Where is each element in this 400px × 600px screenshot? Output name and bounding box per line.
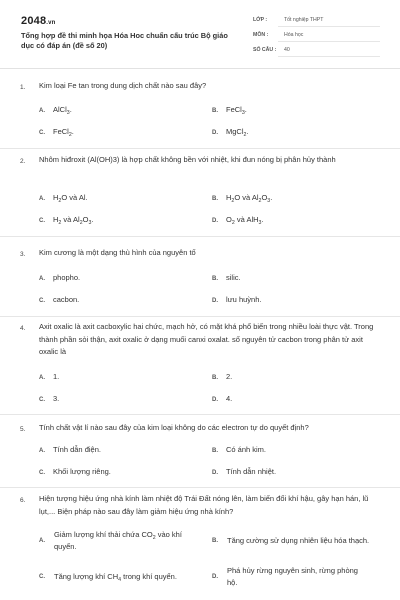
- meta-value-count: 40: [284, 47, 290, 53]
- option-a[interactable]: [39, 371, 59, 385]
- option-subscript: 2: [58, 220, 62, 226]
- option-b[interactable]: [212, 444, 266, 458]
- option-text-tail: O: [82, 215, 89, 224]
- meta-value-subject: Hóa học: [284, 32, 304, 38]
- option-text: 1.: [53, 372, 60, 381]
- option-subscript: 2: [152, 534, 156, 541]
- option-d[interactable]: [212, 214, 264, 228]
- option-subscript: 2: [243, 132, 247, 138]
- question-number: 5.: [20, 426, 26, 433]
- option-d[interactable]: [212, 563, 372, 591]
- option-text: [54, 571, 214, 584]
- meta-label-class: LỚP :: [253, 17, 268, 23]
- option-a[interactable]: [39, 192, 88, 206]
- question-number: 1.: [20, 84, 26, 91]
- option-subscript: 2: [258, 198, 262, 204]
- meta-divider: [278, 26, 380, 27]
- option-subscript: 3: [66, 110, 70, 116]
- option-c[interactable]: [39, 466, 111, 480]
- option-subscript: 2: [68, 132, 72, 138]
- question-number: 6.: [20, 497, 26, 504]
- option-label: D.: [212, 470, 218, 476]
- option-label: C.: [39, 470, 45, 476]
- option-text-tail: O và Al.: [61, 193, 88, 202]
- option-text: 3.: [53, 394, 60, 403]
- question-divider: [0, 316, 400, 317]
- option-text: FeCl: [53, 127, 69, 136]
- option-b[interactable]: [212, 272, 241, 286]
- option-text: MgCl: [226, 127, 244, 136]
- option-a[interactable]: [39, 272, 80, 286]
- meta-divider: [278, 56, 380, 57]
- option-c[interactable]: [39, 126, 74, 140]
- option-text: silic.: [226, 273, 241, 282]
- option-subscript: 2: [79, 220, 83, 226]
- question-text: Axit oxalic là axit cacboxylic hai chức, mạch hở, có mặt khá phổ biến trong nhiều loài thực vật. Trong thành phần sỏi thận, axit oxalic ở dạng muối canxi oxalat. số nguyên tử cacbon trong phân tử axit oxalic là: [39, 322, 374, 356]
- option-a[interactable]: [39, 527, 204, 555]
- option-subscript: 4: [118, 576, 122, 583]
- question-divider: [0, 487, 400, 488]
- question-divider: [0, 148, 400, 149]
- option-text: 2.: [226, 372, 233, 381]
- question-divider: [0, 414, 400, 415]
- option-subscript: 2: [231, 220, 235, 226]
- option-text: H: [53, 193, 59, 202]
- option-subscript: 3: [88, 220, 92, 226]
- question-text: Hiện tượng hiệu ứng nhà kính làm nhiệt độ Trái Đất nóng lên, làm biến đổi khí hậu, gây hạn hán, lũ lụt,... Biện pháp nào sau đây làm giảm hiệu ứng nhà kính?: [39, 494, 369, 516]
- option-label: A.: [39, 538, 45, 544]
- option-text: lưu huỳnh.: [226, 295, 262, 304]
- option-label: C.: [39, 130, 45, 136]
- option-label: C.: [39, 298, 45, 304]
- question-number: 2.: [20, 158, 26, 165]
- question-text: Nhôm hiđroxit (Al(OH)3) là hợp chất không bền với nhiệt, khi đun nóng bị phân hủy thành: [39, 155, 336, 164]
- option-text: FeCl: [226, 105, 242, 114]
- option-text-tail: và Al: [61, 215, 80, 224]
- option-d[interactable]: [212, 466, 276, 480]
- option-text-part: Tăng lượng khí CH: [54, 571, 119, 581]
- option-text-tail: và AlH: [234, 215, 259, 224]
- meta-label-count: SỐ CÂU :: [253, 47, 277, 53]
- option-label: D.: [212, 218, 218, 224]
- exam-header: [0, 0, 400, 69]
- question-text: Kim loại Fe tan trong dung dịch chất nào sau đây?: [39, 81, 207, 90]
- option-text-tail: .: [69, 105, 72, 114]
- option-a[interactable]: [39, 444, 101, 458]
- option-label: B.: [212, 276, 218, 282]
- option-text-tail: .: [71, 127, 74, 136]
- option-label: D.: [212, 397, 218, 403]
- option-text-tail: .: [244, 105, 247, 114]
- question-number: 3.: [20, 251, 26, 258]
- option-text: 4.: [226, 394, 233, 403]
- option-subscript: 2: [58, 198, 62, 204]
- option-text: [54, 529, 199, 554]
- option-text-tail: .: [246, 127, 249, 136]
- option-c[interactable]: [39, 563, 214, 591]
- option-text-tail: vào khí quyển.: [54, 529, 182, 551]
- option-label: B.: [212, 196, 218, 202]
- option-label: C.: [39, 574, 45, 580]
- option-text: AlCl: [53, 105, 67, 114]
- meta-divider: [278, 41, 380, 42]
- option-text: phopho.: [53, 273, 81, 282]
- brand-name: 2048: [21, 15, 47, 27]
- option-label: B.: [212, 108, 218, 114]
- option-text: O: [226, 215, 232, 224]
- option-text-tail: .: [261, 215, 264, 224]
- option-label: B.: [212, 538, 218, 544]
- option-d[interactable]: [212, 126, 249, 140]
- meta-label-subject: MÔN :: [253, 32, 269, 38]
- option-text: H: [226, 193, 232, 202]
- question-divider: [0, 236, 400, 237]
- option-text-tail: O: [261, 193, 268, 202]
- option-label: A.: [39, 276, 45, 282]
- option-text: Khối lượng riêng.: [53, 467, 111, 476]
- option-label: C.: [39, 218, 45, 224]
- option-label: B.: [212, 448, 218, 454]
- option-text: Tính dẫn điện.: [53, 445, 101, 454]
- option-label: B.: [212, 375, 218, 381]
- option-c[interactable]: [39, 214, 93, 228]
- question-text: Tính chất vật lí nào sau đây của kim loại không do các electron tự do quyết định?: [39, 423, 309, 432]
- option-text-tail: O và Al: [234, 193, 259, 202]
- option-subscript: 3: [241, 110, 245, 116]
- option-label: A.: [39, 108, 45, 114]
- option-label: A.: [39, 196, 45, 202]
- option-text: cacbon.: [53, 295, 80, 304]
- brand-suffix: .vn: [46, 20, 56, 26]
- option-a[interactable]: [39, 104, 72, 118]
- option-text-tail: .: [270, 193, 273, 202]
- option-subscript: 3: [258, 220, 262, 226]
- option-text: H: [53, 215, 59, 224]
- option-label: D.: [212, 574, 218, 580]
- option-subscript: 3: [267, 198, 271, 204]
- option-label: C.: [39, 397, 45, 403]
- question-text: Kim cương là một dạng thù hình của nguyên tố: [39, 248, 196, 257]
- option-d[interactable]: [212, 294, 261, 308]
- option-d[interactable]: [212, 393, 232, 407]
- meta-value-class: Tốt nghiệp THPT: [284, 17, 324, 23]
- option-c[interactable]: [39, 393, 59, 407]
- option-label: A.: [39, 448, 45, 454]
- option-text-tail: trong khí quyển.: [121, 571, 177, 581]
- exam-title: Tổng hợp đề thi minh họa Hóa Hoc chuẩn cấu trúc Bộ giáo dục có đáp án (đề số 20): [21, 31, 228, 50]
- option-label: D.: [212, 298, 218, 304]
- option-text: Tăng cường sử dụng nhiên liệu hóa thạch.: [227, 535, 370, 545]
- option-b[interactable]: [212, 104, 247, 118]
- option-c[interactable]: [39, 294, 79, 308]
- option-b[interactable]: [212, 527, 382, 555]
- option-subscript: 2: [231, 198, 235, 204]
- option-b[interactable]: [212, 371, 232, 385]
- option-text: Tính dẫn nhiệt.: [226, 467, 277, 476]
- option-text-part: Giảm lượng khí thải chứa CO: [54, 529, 153, 539]
- site-logo[interactable]: [21, 15, 56, 27]
- option-text: Có ánh kim.: [226, 445, 267, 454]
- option-label: D.: [212, 130, 218, 136]
- option-label: A.: [39, 375, 45, 381]
- question-number: 4.: [20, 325, 26, 332]
- option-text-tail: .: [91, 215, 94, 224]
- option-b[interactable]: [212, 192, 272, 206]
- option-text: Phá hủy rừng nguyên sinh, rừng phòng hộ.: [227, 565, 358, 587]
